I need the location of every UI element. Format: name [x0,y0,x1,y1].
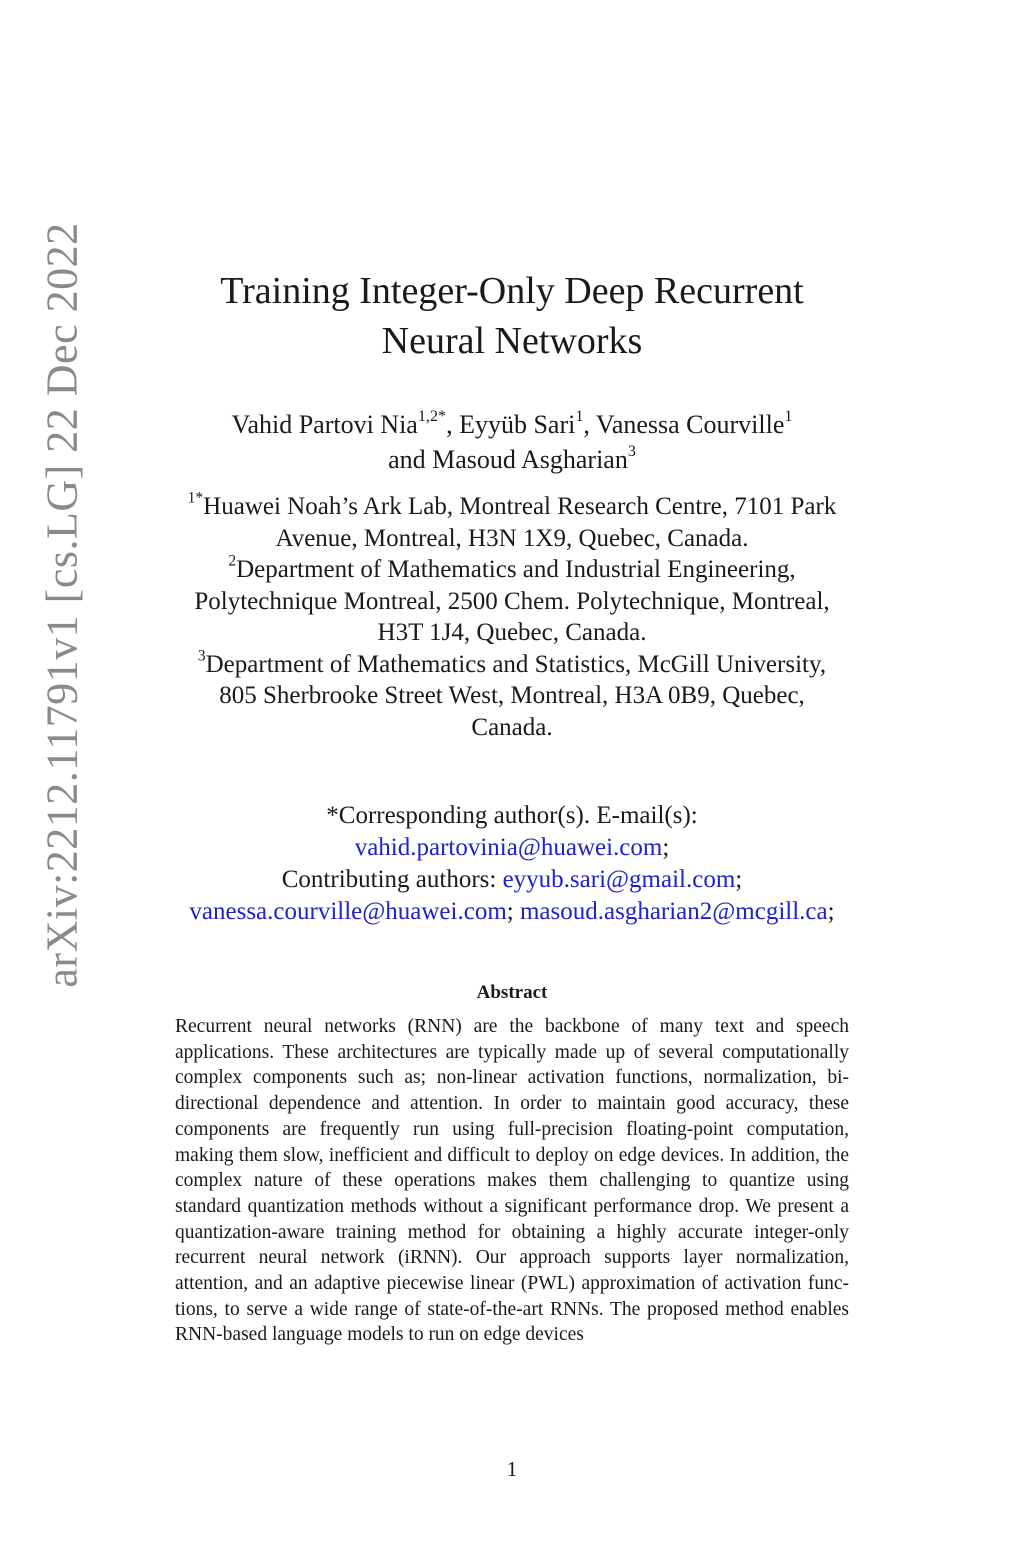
contributing-email-link[interactable]: masoud.asgharian2@mcgill.ca [519,898,828,925]
title-line-1: Training Integer-Only Deep Recurrent [220,270,804,312]
paper-title [0,266,1024,366]
punctuation: ; [827,898,835,925]
affiliation-1 [0,491,1024,554]
affiliation-list [0,491,1024,743]
author-separator: , [583,410,596,439]
author-conjunction: and [388,445,433,474]
title-line-2: Neural Networks [381,320,643,362]
author-affiliation-marker: 1,2* [417,407,447,425]
author-affiliation-marker: 1 [784,407,793,425]
author-list [0,407,1024,477]
affiliation-marker: 2 [228,552,237,570]
corresponding-email-line [0,832,1024,864]
affiliation-line: Polytechnique Montreal, 2500 Chem. Polytechnique, Montreal, [194,587,830,615]
affiliation-line: Department of Mathematics and Industrial Engineering, [236,556,796,583]
author-affiliation-marker: 1 [575,407,584,425]
page-number: 1 [506,1457,518,1481]
author-name: Masoud Asgharian [432,445,628,474]
author-name: Eyyüb Sari [459,410,576,439]
correspondence-block [0,800,1024,928]
author-name: Vahid Partovi Nia [231,410,418,439]
author-affiliation-marker: 3 [627,442,636,460]
author-name: Vanessa Courville [595,410,785,439]
affiliation-line: Canada. [471,713,553,741]
punctuation: ; [662,834,670,861]
contributing-email-link[interactable]: eyyub.sari@gmail.com [502,866,736,893]
contributing-emails-line [0,896,1024,928]
abstract-text: Recurrent neural networks (RNN) are the backbone of many text and speech applications. These architectures are typically made up of several computationally complex components such as; non-linear activation functions, normalization, bi-directional dependence and attention. In order to maintain good accuracy, these components are frequently run using full-precision floating-point computation, making them slow, inefficient and difficult to deploy on edge devices. In addition, the complex nature of these operations makes them challenging to quantize using standard quantization methods without a significant performance drop. We present a quantization-aware training method for obtaining a highly accurate integer-only recurrent neural network (iRNN). Our approach supports layer normalization, attention, and an adaptive piecewise linear (PWL) approximation of activation functions, to serve a wide range of state-of-the-art RNNs. The proposed method enables RNN-based language models to run on edge devices [175,1016,849,1346]
punctuation: ; [735,866,743,893]
affiliation-2 [0,554,1024,649]
affiliation-3 [0,646,1024,744]
author-separator: , [446,410,460,439]
abstract-heading: Abstract [476,982,548,1003]
affiliation-line: Department of Mathematics and Statistics, McGill University, [205,650,827,678]
affiliation-marker: 1* [187,489,204,507]
contributing-line [0,864,1024,896]
corresponding-label: *Corresponding author(s). E-mail(s): [326,802,698,829]
affiliation-line: H3T 1J4, Quebec, Canada. [377,619,647,646]
corresponding-email-link[interactable]: vahid.partovinia@huawei.com [354,834,663,861]
contributing-label: Contributing authors: [281,866,503,893]
arxiv-identifier: arXiv:2212.11791v1 [cs.LG] 22 Dec 2022 [37,222,87,988]
affiliation-line: Huawei Noah’s Ark Lab, Montreal Research Centre, 7101 Park [203,493,837,520]
affiliation-line: Avenue, Montreal, H3N 1X9, Quebec, Canada. [275,524,749,552]
affiliation-line: 805 Sherbrooke Street West, Montreal, H3A 0B9, Quebec, [219,682,805,709]
affiliation-marker: 3 [197,646,206,664]
contributing-email-link[interactable]: vanessa.courville@huawei.com [189,898,507,925]
punctuation: ; [506,898,520,925]
